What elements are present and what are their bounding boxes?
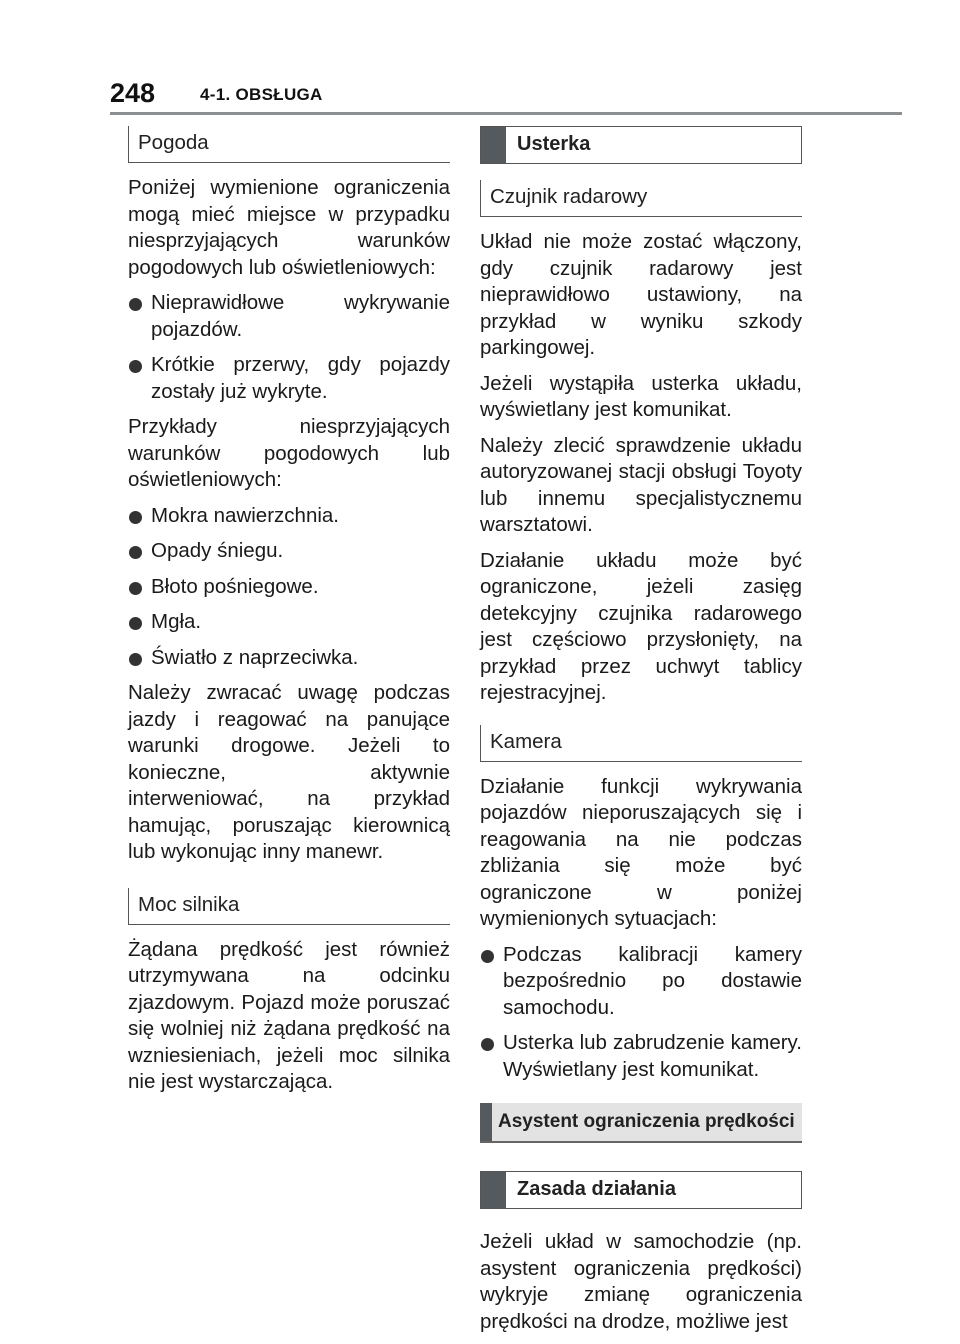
list-item: Krótkie przerwy, gdy pojazdy zostały już wykryte. <box>128 352 450 405</box>
header-rule <box>110 112 902 115</box>
section-zasada-dzialania: Zasada działania <box>480 1171 802 1209</box>
list-item: Opady śniegu. <box>128 538 450 565</box>
list-item: Nieprawidłowe wykrywanie pojazdów. <box>128 290 450 343</box>
bullet-icon <box>481 950 494 963</box>
bullet-icon <box>129 546 142 559</box>
paragraph: Jeżeli układ w samochodzie (np. asystent ograniczenia prędkości) wykryje zmianę ograniczenia prędkości na drodze, możliwe jest <box>480 1230 802 1333</box>
subheading-kamera: Kamera <box>480 725 802 762</box>
paragraph: Przykłady niesprzyjających warunków pogodowych lub oświetleniowych: <box>128 415 450 491</box>
subheading-pogoda: Pogoda <box>128 126 450 163</box>
bullet-icon <box>129 582 142 595</box>
bullet-icon <box>129 653 142 666</box>
right-column <box>480 126 802 1344</box>
list-item: Błoto pośniegowe. <box>128 574 450 601</box>
section-usterka: Usterka <box>480 126 802 164</box>
paragraph: Działanie funkcji wykrywania pojazdów nieporuszających się i reagowania na nie podczas zbliżania się może być ograniczone w poniżej wymienionych sytuacjach: <box>480 774 802 930</box>
bullet-icon <box>481 1038 494 1051</box>
page-header <box>110 78 900 108</box>
subheading-moc-silnika: Moc silnika <box>128 888 450 925</box>
paragraph: Poniżej wymienione ograniczenia mogą mieć miejsce w przypadku niesprzyjających warunków pogodowych lub oświetleniowych: <box>128 176 450 279</box>
paragraph: Należy zwracać uwagę podczas jazdy i reagować na panujące warunki drogowe. Jeżeli to konieczne, aktywnie interweniować, na przykład hamując, poruszając kierownicą lub wykonując inny manewr. <box>128 681 450 863</box>
bullet-icon <box>129 617 142 630</box>
list-item: Światło z naprzeciwka. <box>128 645 450 672</box>
list-item: Usterka lub zabrudzenie kamery. Wyświetlany jest komunikat. <box>480 1030 802 1083</box>
subheading-czujnik-radarowy: Czujnik radarowy <box>480 180 802 217</box>
paragraph: Działanie układu może być ograniczone, jeżeli zasięg detekcyjny czujnika radarowego jest częściowo przysłonięty, na przykład przez uchwyt tablicy rejestracyjnej. <box>480 548 802 704</box>
chapter-title: 4-1. OBSŁUGA <box>200 85 323 104</box>
bullet-icon <box>129 298 142 311</box>
list-item: Podczas kalibracji kamery bezpośrednio po dostawie samochodu. <box>480 942 802 1022</box>
paragraph: Układ nie może zostać włączony, gdy czujnik radarowy jest nieprawidłowo ustawiony, na przykład w wyniku szkody parkingowej. <box>480 230 802 359</box>
left-column <box>128 126 450 1105</box>
bullet-icon <box>129 360 142 373</box>
bullet-icon <box>129 511 142 524</box>
section-asystent: Asystent ograniczenia prędkości <box>480 1103 802 1143</box>
paragraph: Żądana prędkość jest również utrzymywana na odcinku zjazdowym. Pojazd może poruszać się wolniej niż żądana prędkość na wzniesieniach, jeżeli moc silnika nie jest wystarczająca. <box>128 937 450 1093</box>
list-item: Mokra nawierzchnia. <box>128 503 450 530</box>
page-number: 248 <box>110 78 156 108</box>
list-item: Mgła. <box>128 609 450 636</box>
paragraph: Należy zlecić sprawdzenie układu autoryzowanej stacji obsługi Toyoty lub innemu specjalistycznemu warsztatowi. <box>480 433 802 536</box>
paragraph: Jeżeli wystąpiła usterka układu, wyświetlany jest komunikat. <box>480 371 802 421</box>
